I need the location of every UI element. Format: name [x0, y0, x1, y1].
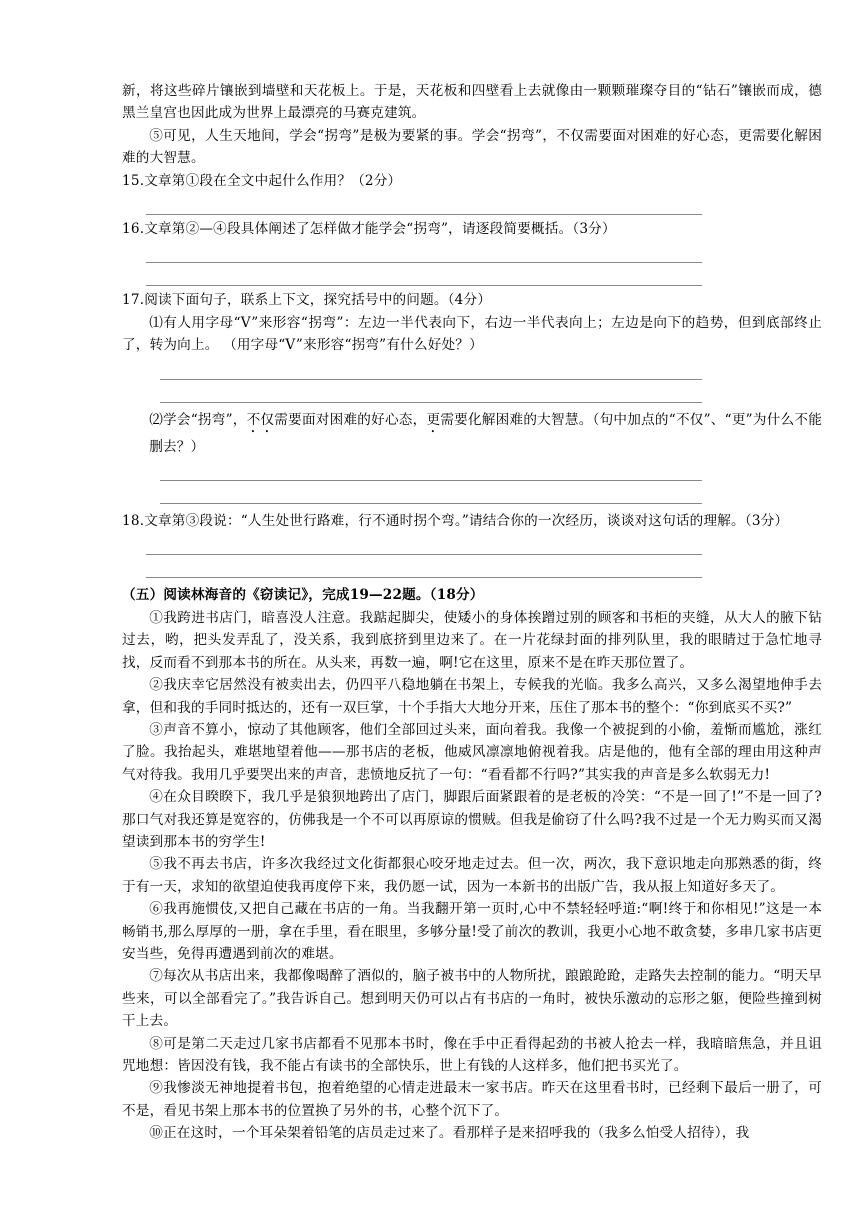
reading-paragraph: ④在众目睽睽下，我几乎是狼狈地跨出了店门，脚跟后面紧跟着的是老板的冷笑：“不是一回了!”不是一回了?那口气对我还算是宽容的，仿佛我是一个不可以再原谅的惯贼。但我是偷窃了什么吗?我不过是一个无力购买而又渴望读到那本书的穷学生!: [122, 789, 822, 850]
question-18: 18.文章第③段说：“人生处世行路难，行不通时拐个弯。”请结合你的一次经历，谈谈对这句话的理解。（3分）: [122, 513, 789, 530]
reading-paragraph: ⑦每次从书店出来，我都像喝醉了酒似的，脑子被书中的人物所扰，踉踉跄跄，走路失去控制的能力。“明天早些来，可以全部看完了。”我告诉自己。想到明天仍可以占有书店的一角时，被快乐激动的忘形之躯，便险些撞到树干上去。: [122, 968, 822, 1030]
question-16: 16.文章第②—④段具体阐述了怎样做才能学会“拐弯”，请逐段简要概括。（3分）: [122, 221, 616, 238]
reading-paragraph: ⑨我惨淡无神地提着书包，抱着绝望的心情走进最末一家书店。昨天在这里看书时，已经剩下最后一册了，可不是，看见书架上那本书的位置换了另外的书，心整个沉下了。: [122, 1080, 822, 1119]
question-15: 15.文章第①段在全文中起什么作用？（2分）: [122, 172, 402, 189]
emphasis-geng: 更: [426, 411, 441, 428]
reading-paragraph: ②我庆幸它居然没有被卖出去，仍四平八稳地躺在书架上，专候我的光临。我多么高兴，又多么渴望地伸手去拿，但和我的手同时抵达的，还有一双巨掌，十个手指大大地分开来，压住了那本书的整个：“你到底买不买?”: [122, 677, 822, 716]
reading-paragraph: ⑤我不再去书店，许多次我经过文化街都狠心咬牙地走过去。但一次，两次，我下意识地走向那熟悉的街，终于有一天，求知的欲望迫使我再度停下来，我仍愿一试，因为一本新书的出版广告，我从报上知道好多天了。: [122, 856, 822, 895]
reading-paragraph: ⑧可是第二天走过几家书店都看不见那本书时，像在手中正看得起劲的书被人抢去一样，我暗暗焦急，并且诅咒地想：皆因没有钱，我不能占有读书的全部快乐，世上有钱的人这样多，他们把书买光了。: [122, 1035, 822, 1074]
question-17-part-2: ⑵学会“拐弯”，不仅需要面对困难的好心态，更需要化解困难的大智慧。（句中加点的“不仅”、“更”为什么不能删去？）: [149, 411, 823, 455]
article-paragraph-5: ⑤可见，人生天地间，学会“拐弯”是极为要紧的事。学会“拐弯”，不仅需要面对困难的好心态，更需要化解困难的大智慧。: [122, 127, 822, 167]
emphasis-buji: 不仅: [246, 411, 275, 428]
section-5-heading: （五）阅读林海音的《窃读记》，完成19—22题。（18分）: [122, 587, 484, 604]
reading-paragraph: ⑩正在这时，一个耳朵架着铅笔的店员走过来了。看那样子是来招呼我的（我多么怕受人招待），我: [149, 1125, 750, 1142]
article-paragraph-4-continued: 新，将这些碎片镶嵌到墙壁和天花板上。于是，天花板和四壁看上去就像由一颗颗璀璨夺目的“钻石”镶嵌而成，德黑兰皇宫也因此成为世界上最漂亮的马赛克建筑。: [122, 83, 822, 122]
question-17: 17.阅读下面句子，联系上下文，探究括号中的问题。（4分）: [122, 292, 492, 309]
reading-paragraph: ⑥我再施惯伎,又把自己藏在书店的一角。当我翻开第一页时,心中不禁轻轻呼道:“啊!终于和你相见!”这是一本畅销书,那么厚厚的一册，拿在手里，看在眼里，多够分量!受了前次的教训，我更小心地不敢贪婪，多串几家书店更安当些，免得再遭遇到前次的难堪。: [122, 901, 822, 962]
reading-paragraph: ①我跨进书店门，暗喜没人注意。我踮起脚尖，使矮小的身体挨蹭过别的顾客和书柜的夹缝，从大人的腋下钻过去，哟，把头发弄乱了，没关系，我到底挤到里边来了。在一片花绿封面的排列队里，我的眼睛过于急忙地寻找，反而看不到那本书的所在。从头来，再数一遍，啊!它在这里，原来不是在昨天那位置了。: [122, 609, 822, 671]
reading-paragraph: ③声音不算小，惊动了其他顾客，他们全部回过头来，面向着我。我像一个被捉到的小偷，羞惭而尴尬，涨红了脸。我抬起头，难堪地望着他——那书店的老板，他威风凛凛地俯视着我。店是他的，他有全部的理由用这种声气对待我。我用几乎要哭出来的声音，悲愤地反抗了一句：“看看都不行吗?”其实我的声音是多么软弱无力!: [122, 721, 822, 783]
document-page: [122, 80, 822, 1145]
question-17-part-1: ⑴有人用字母“V”来形容“拐弯”：左边一半代表向下，右边一半代表向上；左边是向下的趋势，但到底部终止了，转为向上。 （用字母“V”来形容“拐弯”有什么好处？）: [122, 314, 822, 354]
